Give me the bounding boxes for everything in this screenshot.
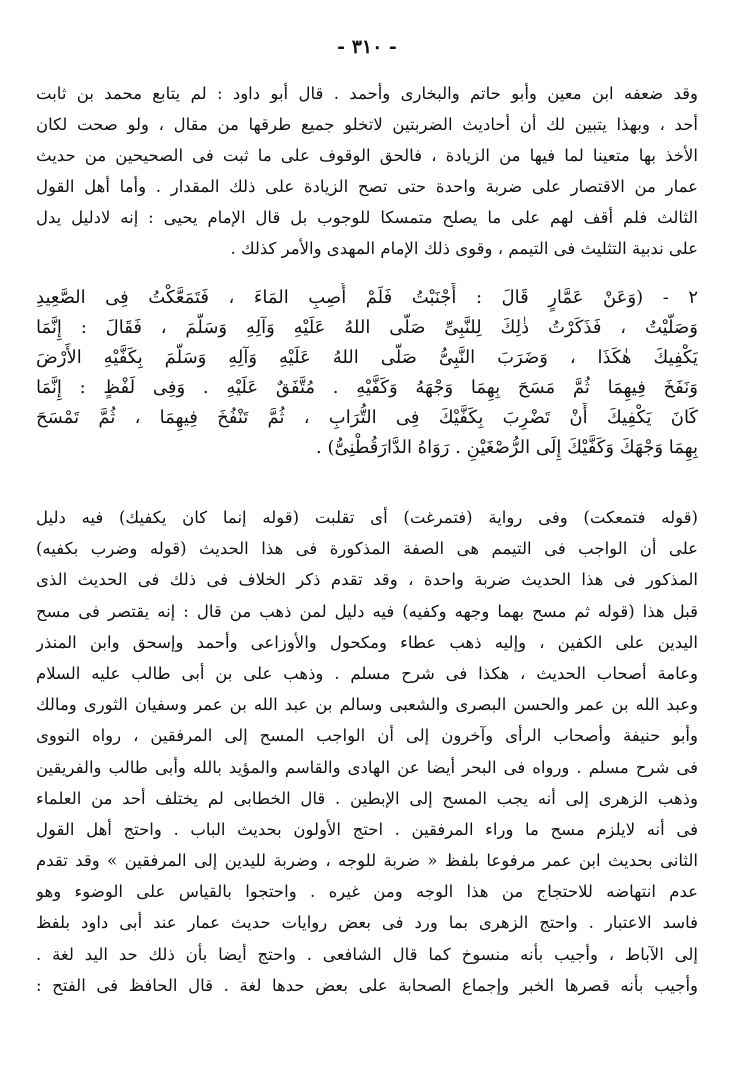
text-line: فى شرح مسلم . ورواه فى البحر أيضا عن الهادى والقاسم والمؤيد بالله وأبى طالب والفريقين [36, 757, 698, 777]
text-line: اليدين على الكفين ، وإليه ذهب عطاء ومكحول والأوزاعى وأحمد وإسحق وابن المنذر [36, 632, 698, 652]
text-line: فى أنه لايلزم مسح ما وراء المرفقين . احتج الأولون بحديث الباب . واحتج أهل القول [36, 819, 698, 839]
text-line: عمار من الاقتصار على ضربة واحدة حتى تصح الزيادة على ذلك المقدار . وأما أهل القول [36, 177, 698, 196]
hadith-line: وَنَفَخَ فِيهِمَا ثُمَّ مَسَحَ بِهِمَا وَجْهَهُ وَكَفَّيْهِ . مُتَّفَقٌ عَلَيْهِ . وَفِى لَفْظٍ : إِنَّمَا [36, 377, 698, 398]
commentary-paragraph [36, 502, 698, 1001]
text-line: وقد ضعفه ابن معين وأبو حاتم والبخارى وأحمد . قال أبو داود : لم يتابع محمد بن ثابت [36, 84, 698, 103]
text-line: على أن الواجب فى التيمم هى الصفة المذكورة فى هذا الحديث (قوله وضرب بكفيه) [36, 539, 698, 559]
text-line: الأخذ بها متعينا لما فيها من الزيادة ، فالحق الوقوف على ما ثبت فى الصحيحين من حديث [36, 146, 698, 165]
text-line: عدم انتهاضه للاحتجاج من هذا الوجه ومن غيره . واحتجوا بالقياس على الوضوء وهو [36, 882, 698, 902]
text-line: على ندبية التثليث فى التيمم ، وقوى ذلك الإمام المهدى والأمر كذلك . [230, 239, 698, 258]
hadith-line: يَكْفِيكَ هٰكَذَا ، وَضَرَبَ النَّبِىُّ صَلَّى اللهُ عَلَيْهِ وَآلِهِ وَسَلَّمَ بِكَفَّيْهِ الأَرْضَ [36, 347, 698, 368]
text-line: (قوله فتمعكت) وفى رواية (فتمرغت) أى تقلبت (قوله إنما كان يكفيك) فيه دليل [36, 508, 698, 527]
text-line: وعبد الله بن عمر والحسن البصرى والشعبى وسالم بن عبد الله بن عمر وسفيان الثورى ومالك [36, 695, 698, 715]
text-line: الثالث فلم أقف لهم على ما يصلح متمسكا للوجوب بل قال الإمام يحيى : إنه لادليل يدل [36, 208, 698, 227]
text-line: وأجيب بأنه قصرها الخبر وإجماع الصحابة على بعض حدها لغة . قال الحافظ فى الفتح : [36, 975, 698, 995]
text-line: أحد ، وبهذا يتبين لك أن أحاديث الضربتين لاتخلو جميع طرقها من مقال ، ولو صحت لكان [36, 115, 698, 134]
commentary-paragraph-prior [36, 78, 698, 264]
text-line: قبل هذا (قوله ثم مسح بهما وجهه وكفيه) فيه دليل لمن ذهب من قال : إنه يقتصر فى مسح [36, 601, 698, 621]
text-line: وذهب الزهرى إلى أنه يجب المسح إلى الإبطين . قال الخطابى لم يختلف أحد من العلماء [36, 788, 698, 808]
text-line: وأبو حنيفة وأصحاب الرأى وآخرون إلى أن الواجب المسح إلى المرفقين ، رواه النووى [36, 726, 698, 746]
text-line: الثانى بحديث ابن عمر مرفوعا بلفظ « ضربة للوجه ، وضربة لليدين إلى المرفقين » وقد تقدم [36, 851, 698, 871]
hadith-line: بِهِمَا وَجْهَكَ وَكَفَّيْكَ إِلَى الرُّصْغَيْنِ . رَوَاهُ الدَّارَقُطْنِىُّ) . [316, 437, 698, 458]
text-line: المذكور فى هذا الحديث ضربة واحدة ، وقد تقدم ذكر الخلاف فى ذلك فى الحديث الذى [36, 570, 698, 590]
text-line: فاسد الاعتبار . واحتج الزهرى بما ورد فى بعض روايات حديث عمار عند أبى داود بلفظ [36, 913, 698, 933]
hadith-line: كَانَ يَكْفِيكَ أَنْ تَضْرِبَ بِكَفَّيْكَ فِى التُّرَابِ ، ثُمَّ تَنْفُخَ فِيهِمَا ، ثُمَّ تَمْسَحَ [36, 407, 698, 428]
text-line: وعامة أصحاب الحديث ، هكذا فى شرح مسلم . وذهب على بن أبى طالب عليه السلام [36, 663, 698, 683]
hadith-line: وَصَلَّيْتُ ، فَذَكَرْتُ ذٰلِكَ لِلنَّبِىِّ صَلَّى اللهُ عَلَيْهِ وَآلِهِ وَسَلَّمَ ، فَقَالَ : إِنَّمَا [36, 317, 698, 338]
hadith-line: ٢ - (وَعَنْ عَمَّارٍ قَالَ : أَجْنَبْتُ فَلَمْ أُصِبِ المَاءَ ، فَتَمَعَّكْتُ فِى الصَّعِيدِ [36, 287, 698, 308]
text-line: إلى الآباط ، وأجيب بأنه منسوخ كما قال الشافعى . واحتج أيضا بأن ذلك حد اليد لغة . [36, 944, 698, 964]
hadith-text [36, 283, 698, 463]
page-number: - ٣١٠ - [337, 36, 397, 58]
